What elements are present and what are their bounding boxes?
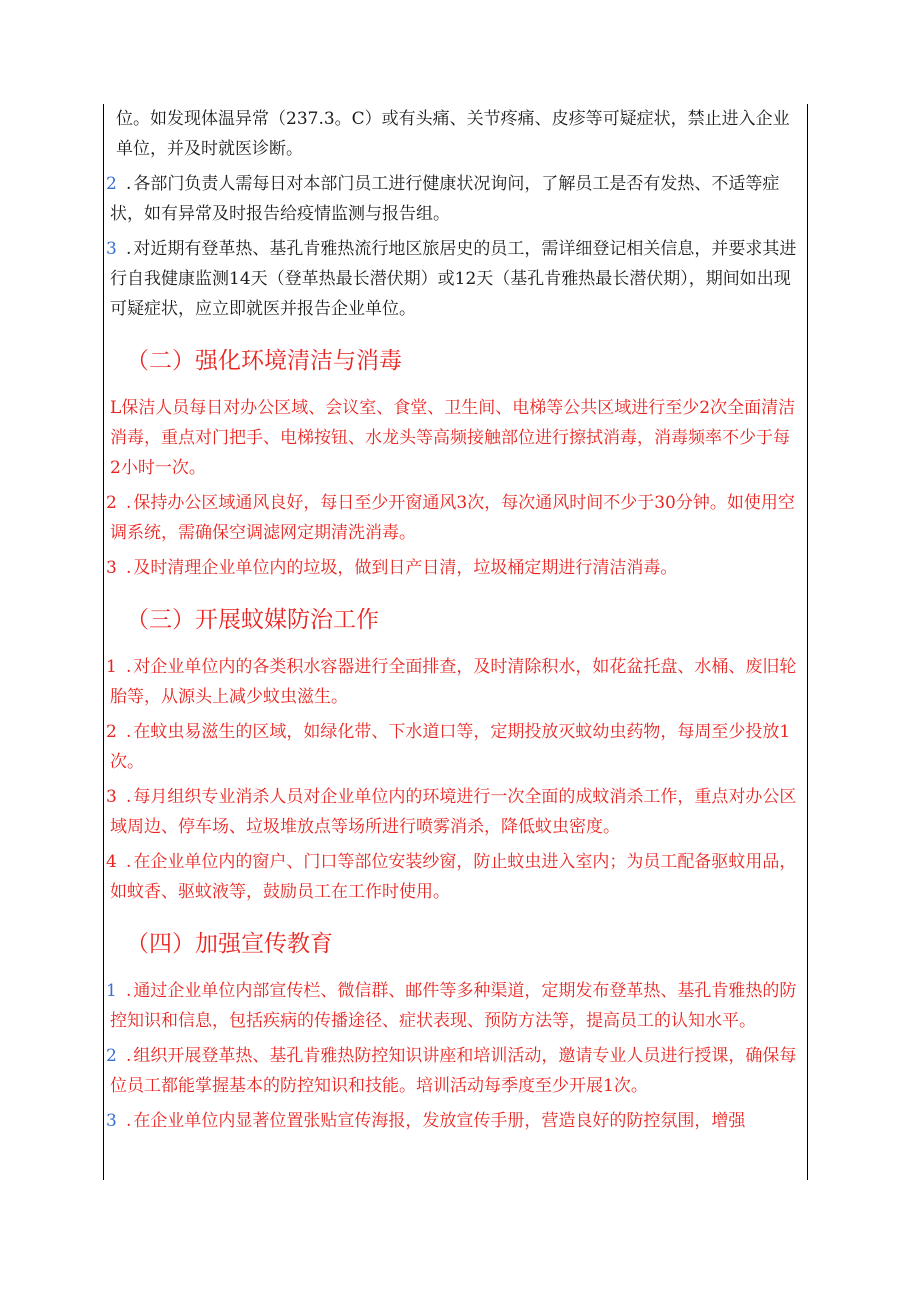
list-number: 2 (106, 722, 117, 742)
list-separator: . (126, 174, 132, 194)
list-number: 2 (106, 174, 117, 194)
paragraph-text: 在企业单位内显著位置张贴宣传海报，发放宣传手册，营造良好的防控氛围，增强 (133, 1111, 746, 1131)
list-separator: . (126, 981, 132, 1001)
paragraph-text: 各部门负责人需每日对本部门员工进行健康状况询问，了解员工是否有发热、不适等症状，如有异常及时报告给疫情监测与报告组。 (110, 174, 780, 224)
list-separator: . (126, 558, 132, 578)
paragraph-2-3 (106, 553, 800, 583)
list-separator: . (126, 852, 132, 872)
paragraph-text: 保持办公区域通风良好，每日至少开窗通风3次，每次通风时间不少于30分钟。如使用空调系统，需确保空调滤网定期清洗消毒。 (110, 493, 795, 543)
paragraph-text: 及时清理企业单位内的垃圾，做到日产日清，垃圾桶定期进行清洁消毒。 (133, 558, 678, 578)
list-number: 2 (106, 493, 117, 513)
paragraph-text: 对企业单位内的各类积水容器进行全面排查，及时清除积水，如花盆托盘、水桶、废旧轮胎等，从源头上减少蚊虫滋生。 (110, 657, 797, 707)
paragraph-1-1-continued: 位。如发现体温异常（237.3。C）或有头痛、关节疼痛、皮疹等可疑症状，禁止进入企业单位，并及时就医诊断。 (116, 109, 790, 159)
paragraph-1-2 (106, 169, 800, 229)
list-separator: . (126, 239, 132, 259)
paragraph-3-3 (106, 782, 800, 842)
paragraph-3-2 (106, 717, 800, 777)
paragraph-3-4 (106, 847, 800, 907)
list-number: 3 (106, 239, 117, 259)
paragraph-2-2 (106, 488, 800, 548)
paragraph-4-3 (106, 1106, 800, 1136)
paragraph-text: 每月组织专业消杀人员对企业单位内的环境进行一次全面的成蚊消杀工作，重点对办公区域周边、停车场、垃圾堆放点等场所进行喷雾消杀，降低蚊虫密度。 (110, 787, 797, 837)
list-number: 4 (106, 852, 117, 872)
list-separator: . (126, 1111, 132, 1131)
document-body (106, 104, 800, 1141)
paragraph-2-1: L保洁人员每日对办公区域、会议室、食堂、卫生间、电梯等公共区域进行至少2次全面清洁消毒，重点对门把手、电梯按钮、水龙头等高频接触部位进行擦拭消毒，消毒频率不少于每2小时一次。 (110, 398, 796, 478)
section-2-heading: （二）强化环境清洁与消毒 (126, 348, 402, 374)
paragraph-4-2 (106, 1041, 800, 1101)
list-separator: . (126, 787, 132, 807)
list-separator: . (126, 722, 132, 742)
paragraph-text: 对近期有登革热、基孔肯雅热流行地区旅居史的员工，需详细登记相关信息，并要求其进行自我健康监测14天（登革热最长潜伏期）或12天（基孔肯雅热最长潜伏期），期间如出现可疑症状，应立即就医并报告企业单位。 (110, 239, 797, 319)
paragraph-4-1 (106, 976, 800, 1036)
list-number: 1 (106, 657, 117, 677)
list-separator: . (126, 657, 132, 677)
paragraph-text: 在蚊虫易滋生的区域，如绿化带、下水道口等，定期投放灭蚊幼虫药物，每周至少投放1次。 (110, 722, 791, 772)
list-number: 3 (106, 787, 117, 807)
list-number: 3 (106, 1111, 117, 1131)
paragraph-text: 通过企业单位内部宣传栏、微信群、邮件等多种渠道，定期发布登革热、基孔肯雅热的防控知识和信息，包括疾病的传播途径、症状表现、预防方法等，提高员工的认知水平。 (110, 981, 797, 1031)
paragraph-text: 组织开展登革热、基孔肯雅热防控知识讲座和培训活动，邀请专业人员进行授课，确保每位员工都能掌握基本的防控知识和技能。培训活动每季度至少开展1次。 (110, 1046, 797, 1096)
list-number: 2 (106, 1046, 117, 1066)
list-separator: . (126, 1046, 132, 1066)
list-separator: . (126, 493, 132, 513)
list-number: 1 (106, 981, 117, 1001)
paragraph-1-3 (106, 234, 800, 324)
section-4-heading: （四）加强宣传教育 (126, 931, 333, 957)
paragraph-3-1 (106, 652, 800, 712)
section-3-heading: （三）开展蚊媒防治工作 (126, 607, 379, 633)
paragraph-text: 在企业单位内的窗户、门口等部位安装纱窗，防止蚊虫进入室内；为员工配备驱蚊用品，如蚊香、驱蚊液等，鼓励员工在工作时使用。 (110, 852, 797, 902)
list-number: 3 (106, 558, 117, 578)
